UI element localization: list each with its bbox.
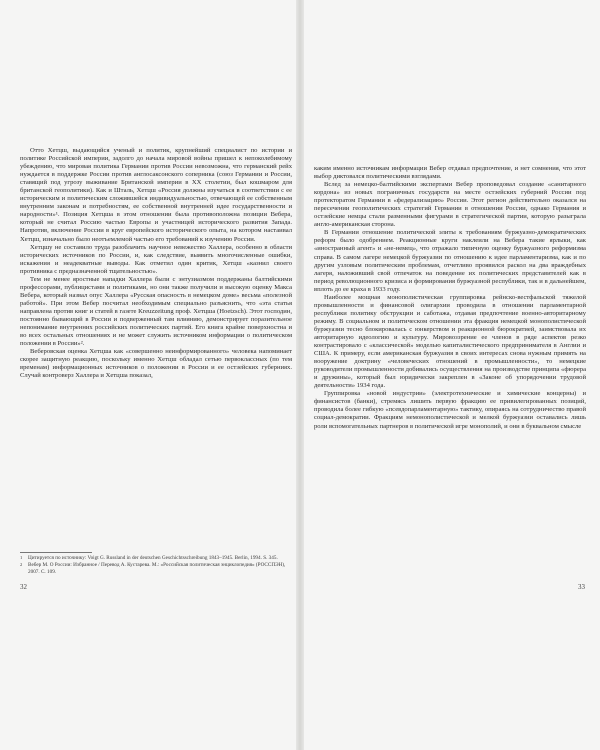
right-page-body — [314, 165, 586, 431]
book-gutter — [296, 0, 304, 750]
paragraph: Хетцшу не составило труда разоблачить научное невежество Халлера, особенно в области исторических источников по России, и, как следствие, выявить многочисленные ошибки, искажения и неадекватные выводы. Как отметил один критик, Хетцш «казнил своего противника с предназначенной тщательностью». — [20, 243, 292, 275]
footnote-text: Вебер М. О России: Избранное / Перевод А. Кустарева. М.: «Российская политическая энциклопедия» (РОССПЭН), 2007. С. 109. — [28, 562, 286, 575]
footnote-number: 1 — [20, 555, 23, 560]
footnote-divider — [20, 552, 92, 553]
paragraph: Веберовская оценка Хетцша как «совершенно неинформированного» человека напоминает скорее защитную реакцию, поскольку именно Хетцш обладал сетью первоклассных (по тем временам) информационных источников о положении в России и ее остзейских губерниях. Случай контроверз Халлера и Хетцша показал, — [20, 348, 292, 380]
paragraph: Отто Хетцш, выдающийся ученый и политик, крупнейший специалист по истории и политике Российской империи, задолго до начала мировой войны пришел к непоколебимому убеждению, что мировая политика Германии против России невозможна, что германский рейх нуждается в поддержке России против англосаксонского соперника (союз Германии и России, ставящий под угрозу выживание Британской империи в XX столетии, был кошмаром для британской геополитики). Как и Шталь, Хетцш «Россия должны изучаться в соответствии с ее историческим и политическим сложившейся индивидуальностью, отвечающей ее собственным внутренним законам и потребностям, ее собственной внутренней идее государственности и народности»¹. Позиция Хетцша в этом отношении была противоположна позиции Вебера, который не считал Россию частью Европы и участницей исторического развития Запада. Напротив, включение России в круг европейского исторического опыта, на котором настаивал Хетцш, изначально было неотъемлемой частью его требований к изучению России. — [20, 147, 292, 243]
footnote — [20, 555, 292, 562]
paragraph: Тем не менее яростные нападки Халлера были с энтузиазмом поддержаны балтийскими профессорами, публицистами и политиками, но они также получили и высокую оценку Макса Вебера, который назвал опус Халлера «Русская опасность в немецком доме» весьма «полезной работой». При этом Вебер посчитал необходимым специально разъяснить, что «эта статья направлена против книг и статей в газете Kreuzzeitung проф. Хетцша (Hoetzsch). Этот господин, постоянно бывающий в России и подверженный там влиянию, демонстрирует поразительное непонимание внутренних российских политических партий. Его книга крайне поверхностна и во всех остальных отношениях и не может служить источником информации о политическом положении в России»². — [20, 275, 292, 348]
paragraph: каким именно источникам информации Вебер отдавал предпочтение, и нет сомнения, что этот выбор диктовался политическими взглядами. — [314, 165, 586, 181]
paragraph: В Германии отношение политической элиты к требованиям буржуазно-демократических реформ было одобрением. Реакционные круги наклеили на Вебера такие ярлыки, как «иностранный агент» и «не-немец», что отражало типичную оценку буржуазного реформизма справа. В самом лагере немецкой буржуазии по отношению к идее парламентаризма, как и по другим узловым политическим проблемам, отчетливо проявился раскол на два враждебных лагеря, наложивший свой отпечаток на поведение их политических представителей как в период революционного кризиса и формирования буржуазной республики, так и в дальнейшем, вплоть до ее краха в 1933 году. — [314, 229, 586, 293]
footnote — [20, 562, 292, 575]
paragraph: Группировка «новой индустрии» (электротехнические и химические концерны) и финансистов (банки), стремясь лишить первую фракцию ее привилегированных позиций, проводила более гибкую «псевдопарламентарную» тактику, опираясь на сотрудничество правой социал-демократии. Фракциям немонополистической и мелкой буржуазии оставались лишь роли вспомогательных партнеров в политической игре монополий, и они в буквальном смысле — [314, 390, 586, 430]
footnote-number: 2 — [20, 562, 23, 568]
page-number: 33 — [578, 583, 585, 591]
footnote-text: Цитируется по источнику: Voigt G. Russland in der deutschen Geschichtsschreibung 1843–1945. Berlin, 1994. S. 345. — [28, 555, 278, 561]
left-page-body — [20, 147, 292, 380]
footnotes — [20, 555, 292, 576]
page-number: 32 — [20, 583, 27, 591]
paragraph: Наиболее мощная монополистическая группировка рейнско-вестфальской тяжелой промышленности и финансовой олигархии проводила в отношении парламентарной республики политику обструкции и саботажа, отдавая предпочтение военно-авторитарному режиму. В социальном и политическом отношении эта фракция немецкой монополистической буржуазии тесно блокировалась с юнкерством и реакционной бюрократией, заимствовала их авторитарную идеологию и культуру. Мировоззрение ее членов в ряде аспектов резко контрастировало с «классической» моделью капиталистического предпринимателя в Англии и США. К примеру, если американская буржуазия в своих интересах снова нужным примять на вооружение доктрину «человеческих отношений в промышленности», то немецкие руководители промышленности добивались осуществления на производстве принципа «фюрера и дружины», который был юридически закреплен в «Законе об упорядочении трудовой деятельности» 1934 года. — [314, 293, 586, 390]
paragraph: Вслед за немецко-балтийскими экспертами Вебер проповедовал создание «санитарного кордона» из новых пограничных государств на месте остзейских губерний России под протекторатом Германии в «федерализацию» России. Этот регион действительно оказался на пересечении геополитических стратегий Германии в отношении России, однако Германия и остзейские немцы стали разменными фигурами в стратегической партии, которую разыграла англо-американская сторона. — [314, 181, 586, 229]
right-page — [300, 0, 600, 750]
